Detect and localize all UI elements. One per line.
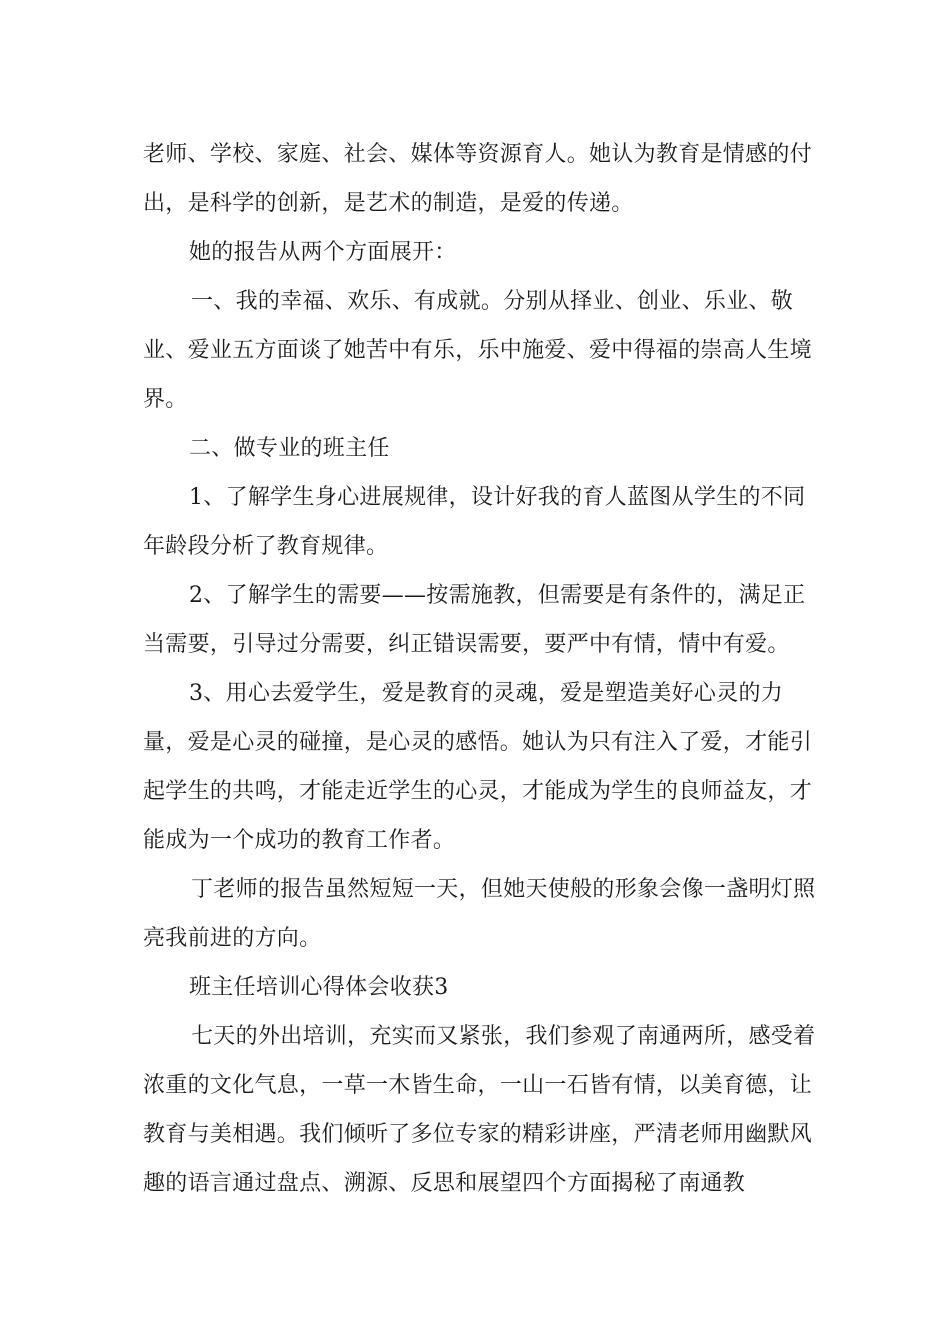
paragraph-report-intro: 她的报告从两个方面展开： (189, 240, 457, 265)
paragraph-point-one: 一、我的幸福、欢乐、有成就。分别从择业、创业、乐业、敬业、爱业五方面谈了她苦中有乐，乐中施爱、爱中得福的崇高人生境界。 (143, 289, 813, 412)
paragraph-point-two-heading: 二、做专业的班主任 (189, 436, 390, 461)
section-heading: 班主任培训心得体会收获3 (189, 975, 449, 1000)
document-body (143, 130, 823, 1208)
paragraph-item-2: 2、了解学生的需要——按需施教，但需要是有条件的，满足正当需要，引导过分需要，纠正错误需要，要严中有情，情中有爱。 (143, 583, 806, 657)
paragraph-continuation: 老师、学校、家庭、社会、媒体等资源育人。她认为教育是情感的付出，是科学的创新，是艺术的制造，是爱的传递。 (143, 142, 813, 216)
paragraph-item-1: 1、了解学生身心进展规律，设计好我的育人蓝图从学生的不同年龄段分析了教育规律。 (143, 485, 806, 559)
paragraph-training: 七天的外出培训，充实而又紧张，我们参观了南通两所，感受着浓重的文化气息，一草一木皆生命，一山一石皆有情，以美育德，让教育与美相遇。我们倾听了多位专家的精彩讲座，严清老师用幽默风趣的语言通过盘点、溯源、反思和展望四个方面揭秘了南通教 (143, 1024, 816, 1196)
paragraph-conclusion: 丁老师的报告虽然短短一天，但她天使般的形象会像一盏明灯照亮我前进的方向。 (143, 877, 816, 951)
paragraph-item-3: 3、用心去爱学生，爱是教育的灵魂，爱是塑造美好心灵的力量，爱是心灵的碰撞，是心灵的感悟。她认为只有注入了爱，才能引起学生的共鸣，才能走近学生的心灵，才能成为学生的良师益友，才能成为一个成功的教育工作者。 (143, 681, 813, 853)
